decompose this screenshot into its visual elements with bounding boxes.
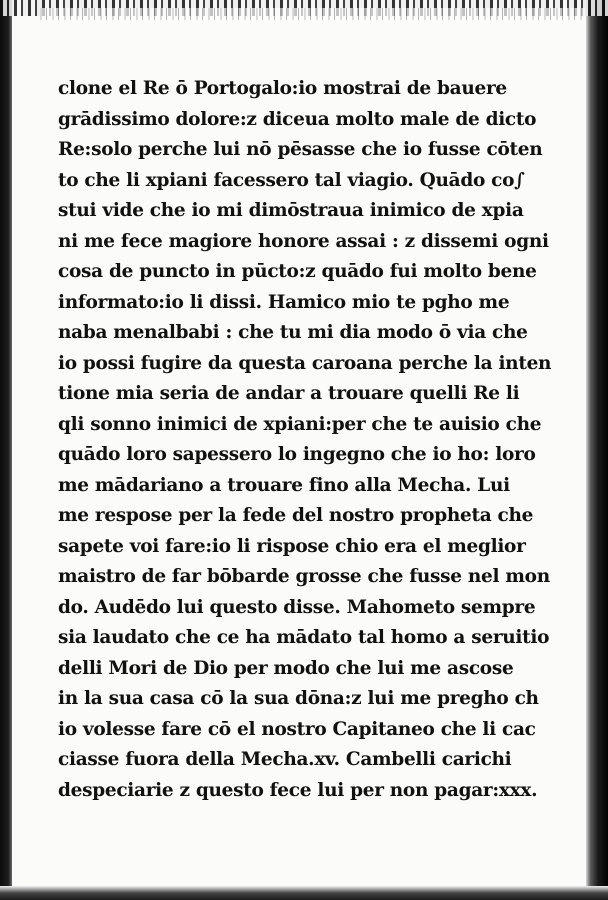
text-line: delli Mori de Dio per modo che lui me ascose (58, 657, 514, 679)
text-line: informato:io li dissi. Hamico mio te pgho me (58, 291, 510, 313)
scan-shadow-right (586, 0, 608, 900)
text-line: sia laudato che ce ha mādato tal homo a seruitio (58, 627, 550, 648)
body-text (58, 74, 568, 806)
text-line: despeciarie z questo fece lui per non pagar:xxx. (58, 779, 538, 801)
text-line: maistro de far bōbarde grosse che fusse nel mon (58, 566, 550, 587)
text-line: tione mia seria de andar a trouare quelli Re li (58, 383, 520, 404)
text-line: me respose per la fede del nostro propheta che (58, 505, 534, 526)
text-line: ciasse fuora della Mecha.xv. Cambelli carichi (58, 749, 512, 770)
text-line: in la sua casa cō la sua dōna:z lui me pregho ch (58, 688, 539, 709)
text-line: me mādariano a trouare fino alla Mecha. Lui (58, 474, 510, 496)
scan-shadow-left (0, 0, 12, 900)
text-line: qli sonno inimici de xpiani:per che te auisio che (58, 413, 542, 435)
text-line: do. Audēdo lui questo disse. Mahometo sempre (58, 596, 536, 618)
text-line: ni me fece magiore honore assai : z dissemi ogni (58, 230, 549, 252)
text-line: io volesse fare cō el nostro Capitaneo che li cac (58, 718, 536, 740)
scan-edge-top-texture (40, 8, 585, 20)
text-line: quādo loro sapessero lo ingegno che io ho: loro (58, 444, 536, 465)
text-line: io possi fugire da questa caroana perche la inten (58, 352, 552, 374)
text-line: Re:solo perche lui nō pēsasse che io fusse cōten (58, 139, 543, 160)
text-line: to che li xpiani facessero tal viagio. Quādo co∫ (58, 169, 525, 191)
text-line: stui vide che io mi dimōstraua inimico de xpia (58, 200, 524, 221)
text-line: sapete voi fare:io li rispose chio era el meglior (58, 535, 526, 557)
text-line: grādissimo dolore:z diceua molto male de dicto (58, 108, 537, 130)
text-line: cosa de puncto in pūcto:z quādo fui molto bene (58, 261, 537, 282)
scan-edge-bottom (0, 886, 608, 900)
text-line: clone el Re ō Portogalo:io mostrai de bauere (58, 78, 507, 99)
text-line: naba menalbabi : che tu mi dia modo ō via che (58, 322, 528, 343)
